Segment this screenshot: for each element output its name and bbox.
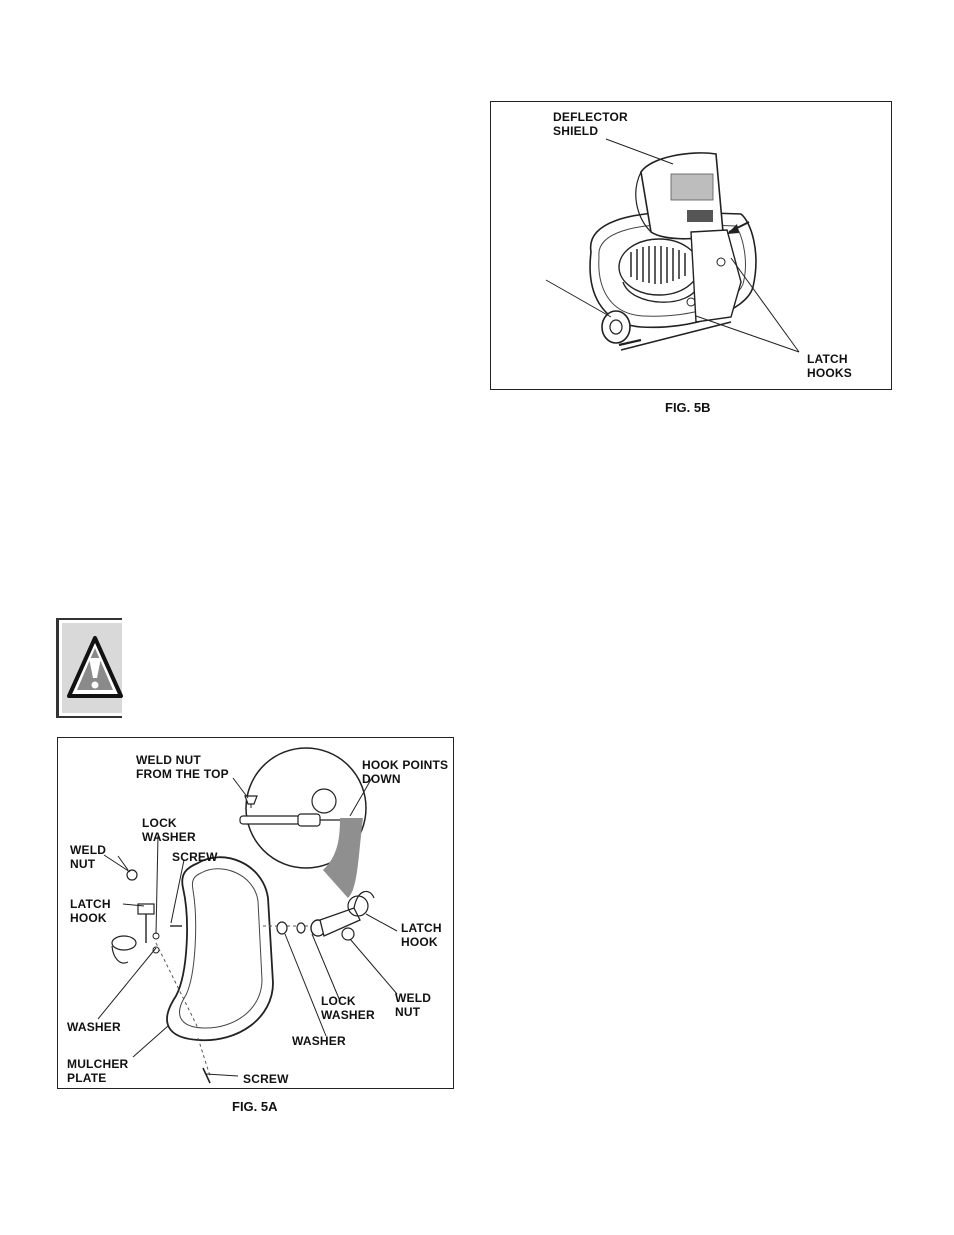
- label-weld-nut-from-top: WELD NUT FROM THE TOP: [136, 753, 229, 781]
- label-latch-hook-right: LATCH HOOK: [401, 921, 442, 949]
- label-weld-nut-left: WELD NUT: [70, 843, 107, 871]
- fig-5b-illustration: [491, 102, 893, 391]
- label-hook-points-down: HOOK POINTS DOWN: [362, 758, 449, 786]
- label-lock-washer-left: LOCK WASHER: [142, 816, 196, 844]
- label-latch-hooks: LATCH HOOKS: [807, 352, 853, 380]
- warning-box: [56, 618, 122, 718]
- label-lock-washer-right: LOCK WASHER: [321, 994, 375, 1022]
- fig-5b-frame: [490, 101, 892, 390]
- label-washer-right: WASHER: [292, 1034, 346, 1048]
- label-weld-nut-right: WELD NUT: [395, 991, 432, 1019]
- label-latch-hook-left: LATCH HOOK: [70, 897, 111, 925]
- fig-5a-illustration: [58, 738, 455, 1090]
- label-screw-top: SCREW: [172, 850, 218, 864]
- label-mulcher-plate: MULCHER PLATE: [67, 1057, 129, 1085]
- label-screw-bottom: SCREW: [243, 1072, 289, 1086]
- warning-triangle-icon: [59, 620, 125, 720]
- fig-5a-frame: [57, 737, 454, 1089]
- label-washer-left: WASHER: [67, 1020, 121, 1034]
- fig-5a-caption: FIG. 5A: [232, 1099, 278, 1114]
- label-deflector-shield: DEFLECTOR SHIELD: [553, 110, 628, 138]
- fig-5b-caption: FIG. 5B: [665, 400, 711, 415]
